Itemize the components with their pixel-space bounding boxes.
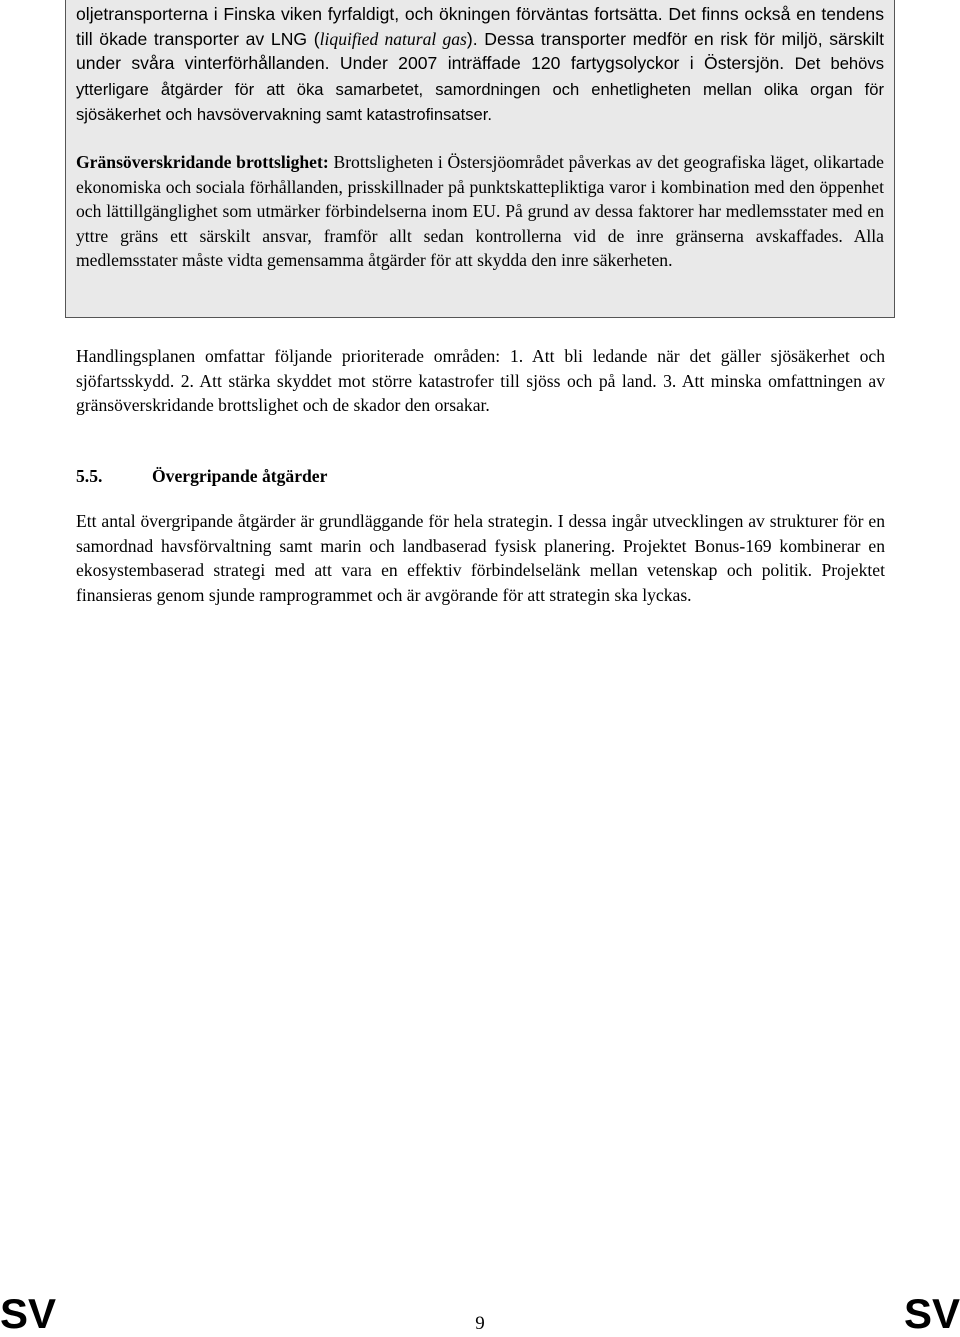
section-title: Övergripande åtgärder [152,466,328,486]
box-p1-part-c: Det behövs ytterligare åtgärder för att öka samarbetet, samordningen och enhetligheten mellan olika organ för sjösäkerhet och havsövervakning samt katastrofinsatser. [76,54,884,125]
paragraph-measures: Ett antal övergripande åtgärder är grundläggande för hela strategin. I dessa ingår utvecklingen av strukturer för en samordnad havsförvaltning samt marin och landbaserad fysisk planering. Projektet Bonus-169 kombinerar en ekosystembaserad strategi med att vara en effektiv förbindelselänk mellan vetenskap och politik. Projektet finansieras genom sjunde ramprogrammet och är avgörande för att strategin ska lyckas. [76,511,885,605]
box-paragraph-2 [76,150,884,273]
box-p2-bold-label: Gränsöverskridande brottslighet: [76,151,329,172]
box-p2-text: Brottsligheten i Östersjöområdet påverkas av det geografiska läget, olikartade ekonomiska och sociala förhållanden, prisskillnader på punktskattepliktiga varor i kombination med den öppenhet och lättillgänglighet som utmärker förbindelserna inom EU. På grund av dessa faktorer har medlemsstater med en yttre gräns ett särskilt ansvar, framför allt sedan kontrollerna vid de inre gränserna avskaffades. Alla medlemsstater måste vidta gemensamma åtgärder för att skydda den inre säkerheten. [76,151,884,271]
box-paragraph-1 [76,2,884,128]
page-number: 9 [475,1313,485,1334]
box-p1-italic: liquified natural gas [319,28,467,49]
footer-language-left: SV [0,1290,57,1337]
section-number: 5.5. [76,466,103,486]
highlighted-box [65,0,895,318]
box-p1-part-a: oljetransporterna i Finska viken fyrfaldigt, och ökningen förväntas fortsätta. Det finns också en tendens till ökade transporter av LNG ( [76,4,884,49]
paragraph-priorities: Handlingsplanen omfattar följande prioriterade områden: 1. Att bli ledande när det gäller sjösäkerhet och sjöfartsskydd. 2. Att stärka skyddet mot större katastrofer till sjöss och på land. 3. Att minska omfattningen av gränsöverskridande brottslighet och de skador den orsakar. [76,346,885,416]
box-p1-part-b: ). Dessa transporter medför en risk för miljö, särskilt under svåra vinterförhållanden. Under 2007 inträffade 120 fartygsolyckor i Östersjön. [76,28,884,74]
footer-language-right: SV [903,1290,960,1337]
section-heading [76,464,885,488]
